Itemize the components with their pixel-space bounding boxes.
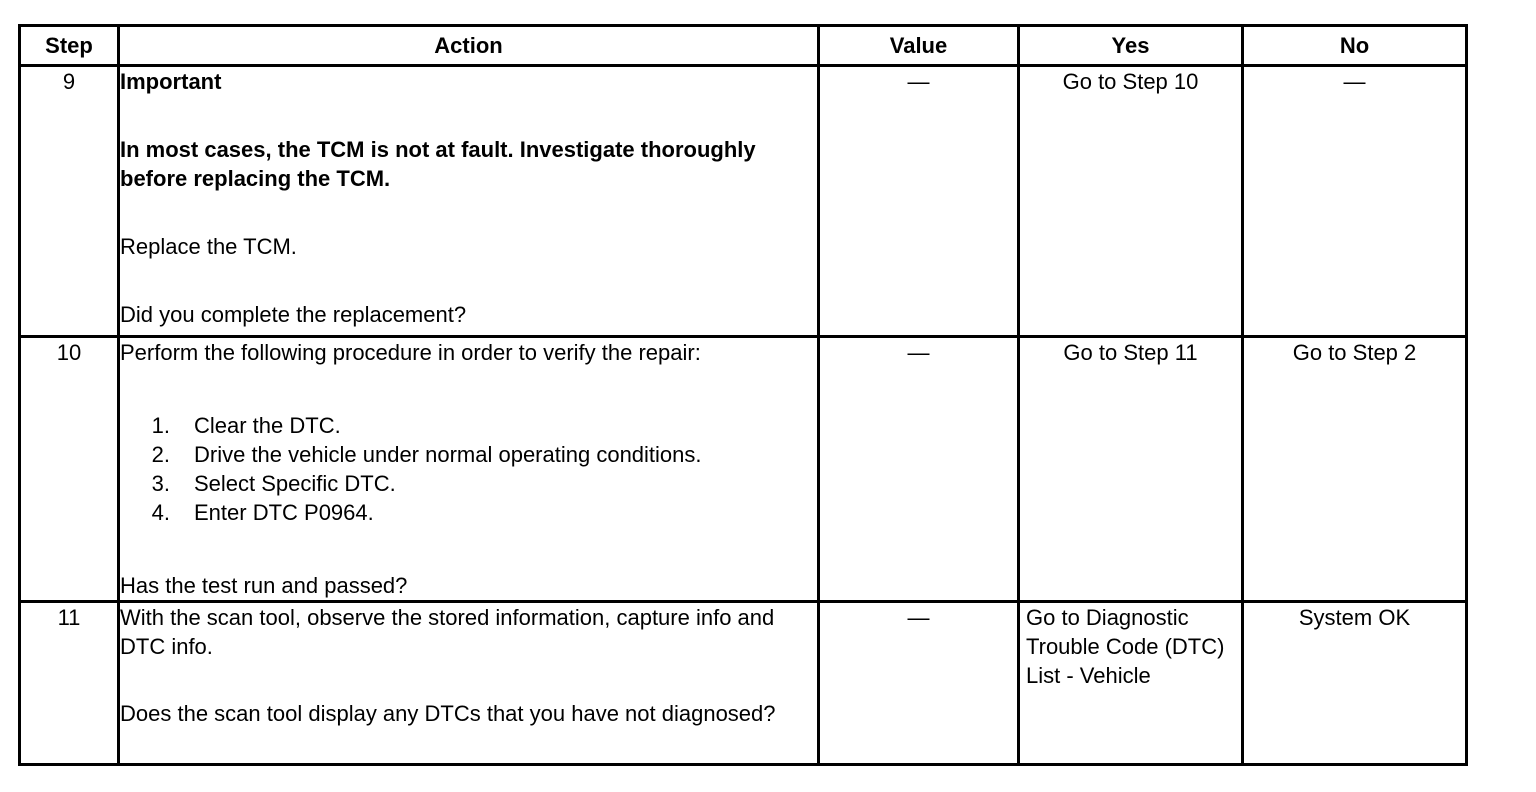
- table-row-step-11: [20, 602, 1467, 765]
- action-intro: Perform the following procedure in order to verify the repair:: [120, 340, 701, 365]
- header-action: Action: [119, 26, 819, 66]
- list-item: [120, 411, 817, 440]
- action-question: Does the scan tool display any DTCs that you have not diagnosed?: [120, 701, 776, 726]
- action-cell: [119, 602, 819, 765]
- header-value: Value: [819, 26, 1019, 66]
- diagnostic-table: [18, 24, 1468, 766]
- list-item-number: 4.: [151, 500, 170, 525]
- header-step: Step: [20, 26, 119, 66]
- table-row-step-9: [20, 66, 1467, 337]
- step-number: 11: [20, 602, 119, 765]
- step-number: 10: [20, 337, 119, 602]
- no-link[interactable]: Go to Step 2: [1243, 337, 1467, 602]
- list-item-number: 2.: [151, 442, 170, 467]
- list-item-number: 3.: [151, 471, 170, 496]
- list-item: [120, 469, 817, 498]
- procedure-list: [120, 411, 817, 527]
- list-item-text: Clear the DTC.: [194, 413, 341, 438]
- action-instruction: With the scan tool, observe the stored information, capture info and DTC info.: [120, 605, 775, 659]
- important-heading: Important: [120, 69, 222, 94]
- list-item: [120, 498, 817, 527]
- yes-link[interactable]: Go to Step 11: [1019, 337, 1243, 602]
- no-cell: —: [1243, 66, 1467, 337]
- action-question: Did you complete the replacement?: [120, 302, 467, 327]
- list-item-text: Select Specific DTC.: [194, 471, 396, 496]
- list-item-number: 1.: [151, 413, 170, 438]
- action-cell: [119, 66, 819, 337]
- value-cell: —: [819, 66, 1019, 337]
- no-result: System OK: [1243, 602, 1467, 765]
- header-row: [20, 26, 1467, 66]
- action-cell: [119, 337, 819, 602]
- yes-link[interactable]: Go to Step 10: [1019, 66, 1243, 337]
- table-row-step-10: [20, 337, 1467, 602]
- value-cell: —: [819, 337, 1019, 602]
- step-number: 9: [20, 66, 119, 337]
- list-item-text: Enter DTC P0964.: [194, 500, 374, 525]
- important-note: In most cases, the TCM is not at fault. Investigate thoroughly before replacing the TCM.: [120, 137, 756, 191]
- list-item-text: Drive the vehicle under normal operating conditions.: [194, 442, 702, 467]
- header-no: No: [1243, 26, 1467, 66]
- action-question: Has the test run and passed?: [120, 573, 408, 598]
- header-yes: Yes: [1019, 26, 1243, 66]
- list-item: [120, 440, 817, 469]
- value-cell: —: [819, 602, 1019, 765]
- action-instruction: Replace the TCM.: [120, 234, 297, 259]
- yes-link[interactable]: Go to Diagnostic Trouble Code (DTC) List - Vehicle: [1019, 602, 1243, 765]
